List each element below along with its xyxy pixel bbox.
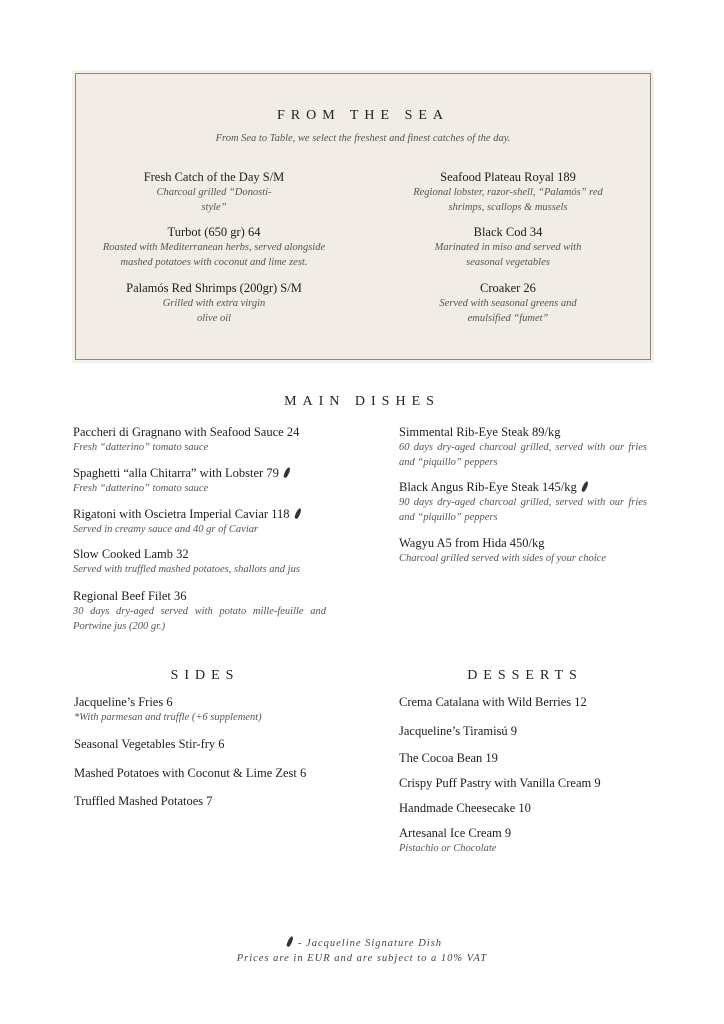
menu-item-name: Turbot (650 gr) 64 [167,225,261,239]
menu-item-description: 90 days dry-aged charcoal grilled, served with our fries and “piquillo” peppers [399,497,647,523]
menu-item-description: Fresh “datterino” tomato sauce [73,442,209,453]
menu-item-name: Jacqueline’s Tiramisú 9 [399,724,518,738]
menu-item-name: Simmental Rib-Eye Steak 89/kg [399,425,561,439]
signature-legend [0,936,724,949]
menu-item-name: Palamós Red Shrimps (200gr) S/M [126,281,302,295]
menu-item [399,694,699,710]
main-dishes-heading: MAIN DISHES [284,394,440,409]
menu-item-description: Charcoal grilled “Donosti- style” [156,187,272,213]
menu-item-description: Served with truffled mashed potatoes, shallots and jus [73,564,300,575]
menu-item [73,546,326,577]
menu-item-name: Black Cod 34 [473,225,543,239]
menu-item-description: Fresh “datterino” tomato sauce [73,483,209,494]
menu-item [378,224,638,270]
menu-item-description: 30 days dry-aged served with potato mille-feuille and Portwine jus (200 gr.) [73,606,326,632]
menu-item-name: Black Angus Rib-Eye Steak 145/kg [399,480,577,494]
menu-item-name: Artesanal Ice Cream 9 [399,826,512,840]
menu-item-description: Marinated in miso and served with seasonal vegetables [434,242,582,268]
menu-item-name: Crema Catalana with Wild Berries 12 [399,695,587,709]
menu-item [84,224,344,270]
menu-item [84,169,344,215]
desserts-heading: DESSERTS [467,668,583,683]
menu-item [74,765,374,781]
from-the-sea-subtitle: From Sea to Table, we select the freshest and finest catches of the day. [215,133,511,144]
feather-icon [286,936,294,948]
menu-item [399,750,699,766]
menu-item [399,775,699,791]
menu-item-name: Wagyu A5 from Hida 450/kg [399,536,545,550]
menu-item [399,800,699,816]
menu-item [74,694,374,725]
signature-legend-text: - Jacqueline Signature Dish [297,938,443,949]
menu-item-description: Grilled with extra virgin olive oil [162,298,266,324]
menu-item-description: 60 days dry-aged charcoal grilled, served with our fries and “piquillo” peppers [399,442,647,468]
sides-heading: SIDES [170,668,240,683]
menu-item [73,588,326,634]
menu-item-name: Croaker 26 [480,281,536,295]
menu-item-name: The Cocoa Bean 19 [399,751,498,765]
menu-item-name: Mashed Potatoes with Coconut & Lime Zest 6 [74,766,307,780]
vat-note: Prices are in EUR and are subject to a 10% VAT [236,953,488,964]
feather-icon [293,508,301,520]
menu-item-name: Seasonal Vegetables Stir-fry 6 [74,737,225,751]
menu-item [73,465,326,496]
menu-item-name: Crispy Puff Pastry with Vanilla Cream 9 [399,776,601,790]
menu-item [399,424,647,470]
menu-item-description: Served with seasonal greens and emulsified “fumet” [439,298,577,324]
menu-item-name: Paccheri di Gragnano with Seafood Sauce 24 [73,425,300,439]
feather-icon [283,467,291,479]
menu-item-name: Slow Cooked Lamb 32 [73,547,189,561]
menu-item [73,506,326,537]
menu-item-description: Roasted with Mediterranean herbs, served alongside mashed potatoes with coconut and lime zest. [102,242,326,268]
menu-item-description: Pistachio or Chocolate [399,843,497,854]
menu-item [399,479,647,525]
menu-item-name: Spaghetti “alla Chitarra” with Lobster 79 [73,466,279,480]
menu-item-description: Charcoal grilled served with sides of your choice [399,553,606,564]
menu-item [74,793,374,809]
menu-item-name: Rigatoni with Oscietra Imperial Caviar 118 [73,507,290,521]
from-the-sea-heading: FROM THE SEA [276,108,450,123]
feather-icon [581,481,589,493]
menu-item-name: Fresh Catch of the Day S/M [143,170,285,184]
menu-item [73,424,326,455]
menu-item [378,280,638,326]
menu-item-name: Seafood Plateau Royal 189 [440,170,576,184]
menu-item-description: Regional lobster, razor-shell, “Palamós” red shrimps, scallops & mussels [413,187,603,213]
menu-item-name: Regional Beef Filet 36 [73,589,187,603]
menu-item-description: *With parmesan and truffle (+6 supplement) [74,712,262,723]
menu-item [378,169,638,215]
menu-item [399,723,699,739]
menu-item [399,825,699,856]
menu-item [399,535,647,566]
menu-item-description: Served in creamy sauce and 40 gr of Caviar [73,524,259,535]
menu-item-name: Truffled Mashed Potatoes 7 [74,794,213,808]
menu-item [84,280,344,326]
menu-item-name: Jacqueline’s Fries 6 [74,695,173,709]
menu-item-name: Handmade Cheesecake 10 [399,801,531,815]
menu-item [74,736,374,752]
